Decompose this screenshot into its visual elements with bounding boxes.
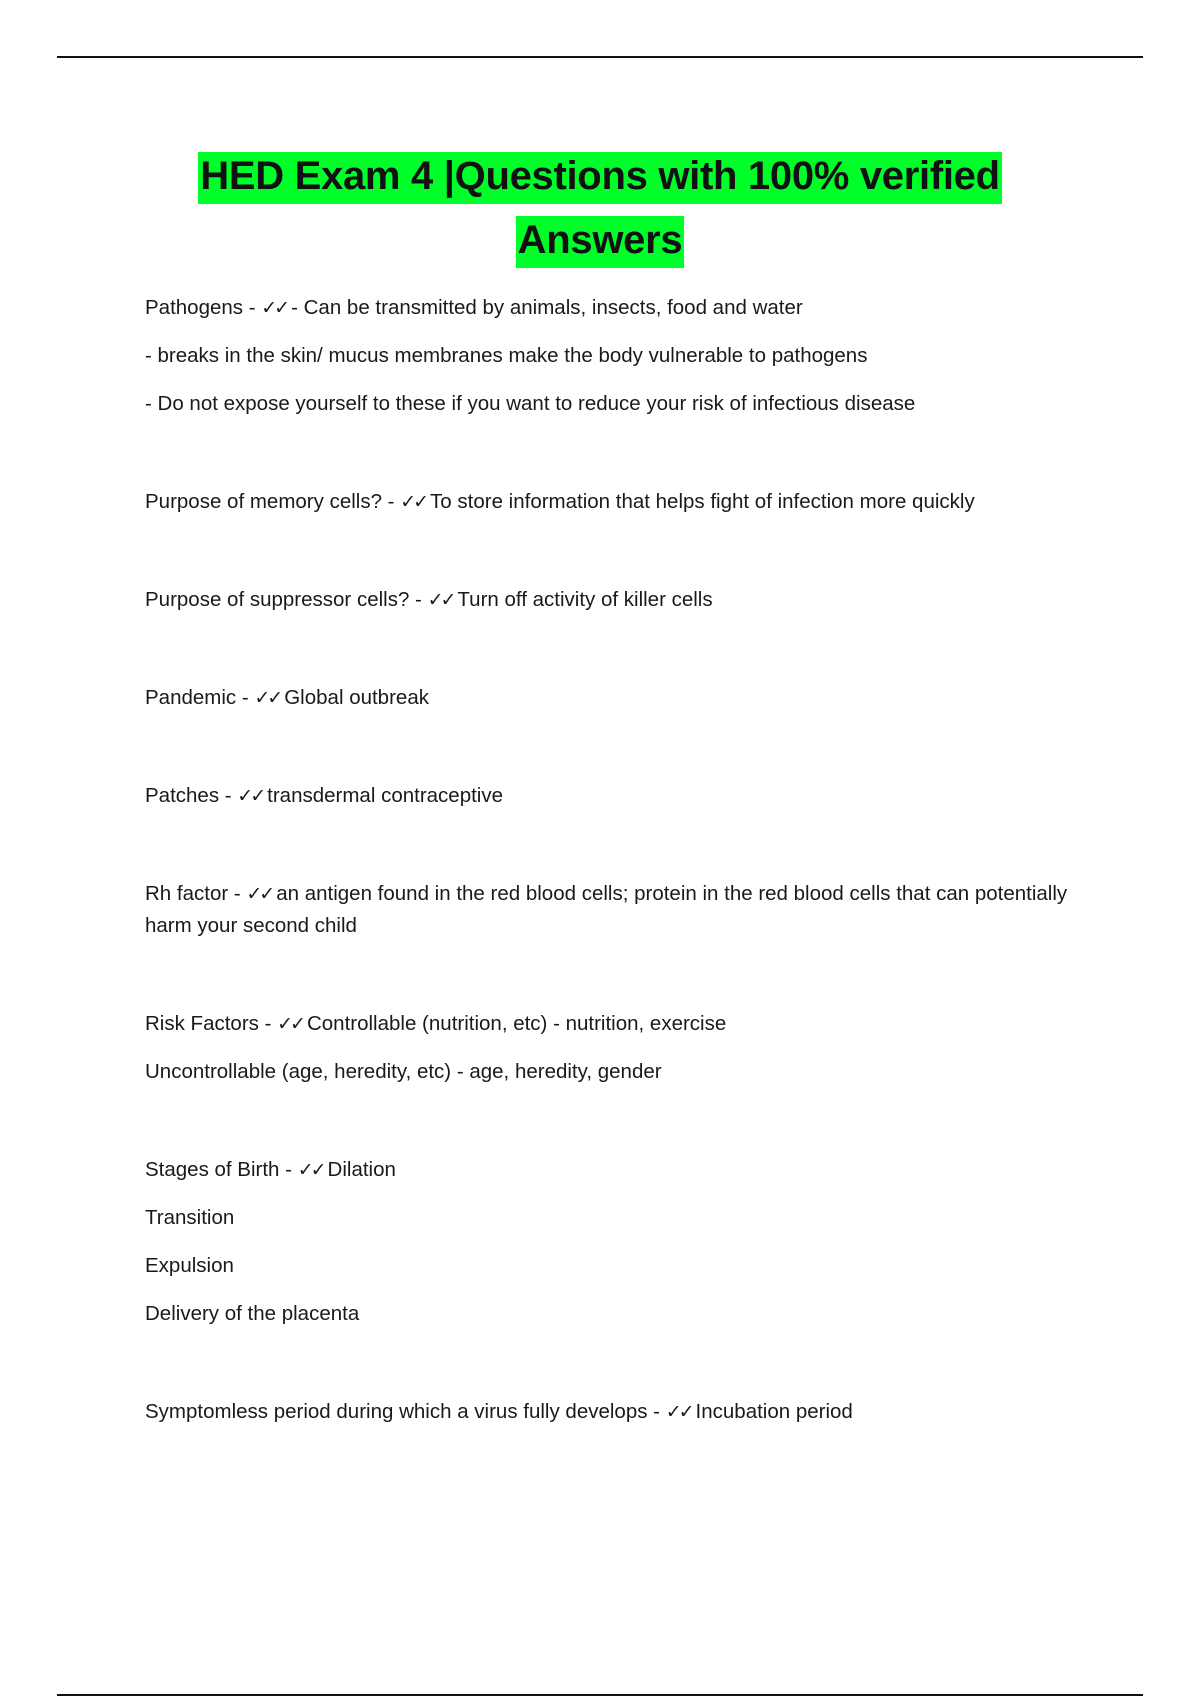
qa-term: Stages of Birth - <box>145 1158 298 1181</box>
qa-answer: Controllable (nutrition, etc) - nutrition, exercise <box>306 1012 727 1035</box>
qa-answer: Incubation period <box>695 1400 853 1423</box>
qa-answer: - Can be transmitted by animals, insects, food and water <box>291 296 803 319</box>
qa-term: Pathogens - <box>145 296 262 319</box>
qa-answer: Dilation <box>327 1158 396 1181</box>
title-line-2 <box>0 208 1200 272</box>
qa-extra-line: Transition <box>145 1206 235 1229</box>
qa-entry-pandemic <box>145 682 1095 714</box>
qa-answer: To store information that helps fight of infection more quickly <box>430 490 975 513</box>
double-check-icon: ✓✓ <box>427 589 454 611</box>
double-check-icon: ✓✓ <box>254 687 281 709</box>
top-rule <box>57 56 1143 58</box>
title-text-1: HED Exam 4 |Questions with 100% verified <box>198 152 1001 204</box>
double-check-icon: ✓✓ <box>246 883 273 905</box>
double-check-icon: ✓✓ <box>665 1401 692 1423</box>
qa-entry-risk-factors <box>145 1008 1095 1088</box>
qa-line <box>145 878 1095 942</box>
qa-extra-line: - Do not expose yourself to these if you want to reduce your risk of infectious disease <box>145 392 916 415</box>
qa-line <box>145 292 1095 324</box>
qa-term: Pandemic - <box>145 686 255 709</box>
qa-line <box>145 780 1095 812</box>
qa-term: Purpose of suppressor cells? - <box>145 588 428 611</box>
qa-line <box>145 1008 1095 1040</box>
bottom-rule <box>57 1694 1143 1696</box>
double-check-icon: ✓✓ <box>261 297 288 319</box>
qa-entry-pathogens <box>145 292 1095 420</box>
qa-line <box>145 1154 1095 1186</box>
qa-entry-memory-cells <box>145 486 1095 518</box>
double-check-icon: ✓✓ <box>237 785 264 807</box>
qa-term: Purpose of memory cells? - <box>145 490 401 513</box>
qa-line <box>145 486 1095 518</box>
qa-list <box>145 292 1095 1494</box>
qa-term: Patches - <box>145 784 238 807</box>
qa-extra-line: Delivery of the placenta <box>145 1302 360 1325</box>
qa-extra-line: Uncontrollable (age, heredity, etc) - age, heredity, gender <box>145 1060 662 1083</box>
qa-answer: Global outbreak <box>284 686 429 709</box>
qa-entry-rh-factor <box>145 878 1095 942</box>
double-check-icon: ✓✓ <box>297 1159 324 1181</box>
qa-extra-line: - breaks in the skin/ mucus membranes make the body vulnerable to pathogens <box>145 344 868 367</box>
qa-term: Rh factor - <box>145 882 247 905</box>
title-line-1 <box>0 144 1200 208</box>
qa-extra-line: Expulsion <box>145 1254 234 1277</box>
qa-answer: an antigen found in the red blood cells; protein in the red blood cells that can potentially harm your second child <box>145 882 1068 937</box>
double-check-icon: ✓✓ <box>277 1013 303 1035</box>
qa-entry-stages-of-birth <box>145 1154 1095 1330</box>
qa-entry-incubation <box>145 1396 1095 1428</box>
qa-line <box>145 1396 1095 1428</box>
title-text-2: Answers <box>516 216 685 268</box>
qa-line <box>145 584 1095 616</box>
qa-answer: transdermal contraceptive <box>267 784 504 807</box>
qa-entry-suppressor-cells <box>145 584 1095 616</box>
double-check-icon: ✓✓ <box>400 491 427 513</box>
document-title <box>0 144 1200 272</box>
qa-line <box>145 682 1095 714</box>
qa-term: Risk Factors - <box>145 1012 278 1035</box>
qa-answer: Turn off activity of killer cells <box>457 588 713 611</box>
qa-entry-patches <box>145 780 1095 812</box>
qa-term: Symptomless period during which a virus fully develops - <box>145 1400 666 1423</box>
